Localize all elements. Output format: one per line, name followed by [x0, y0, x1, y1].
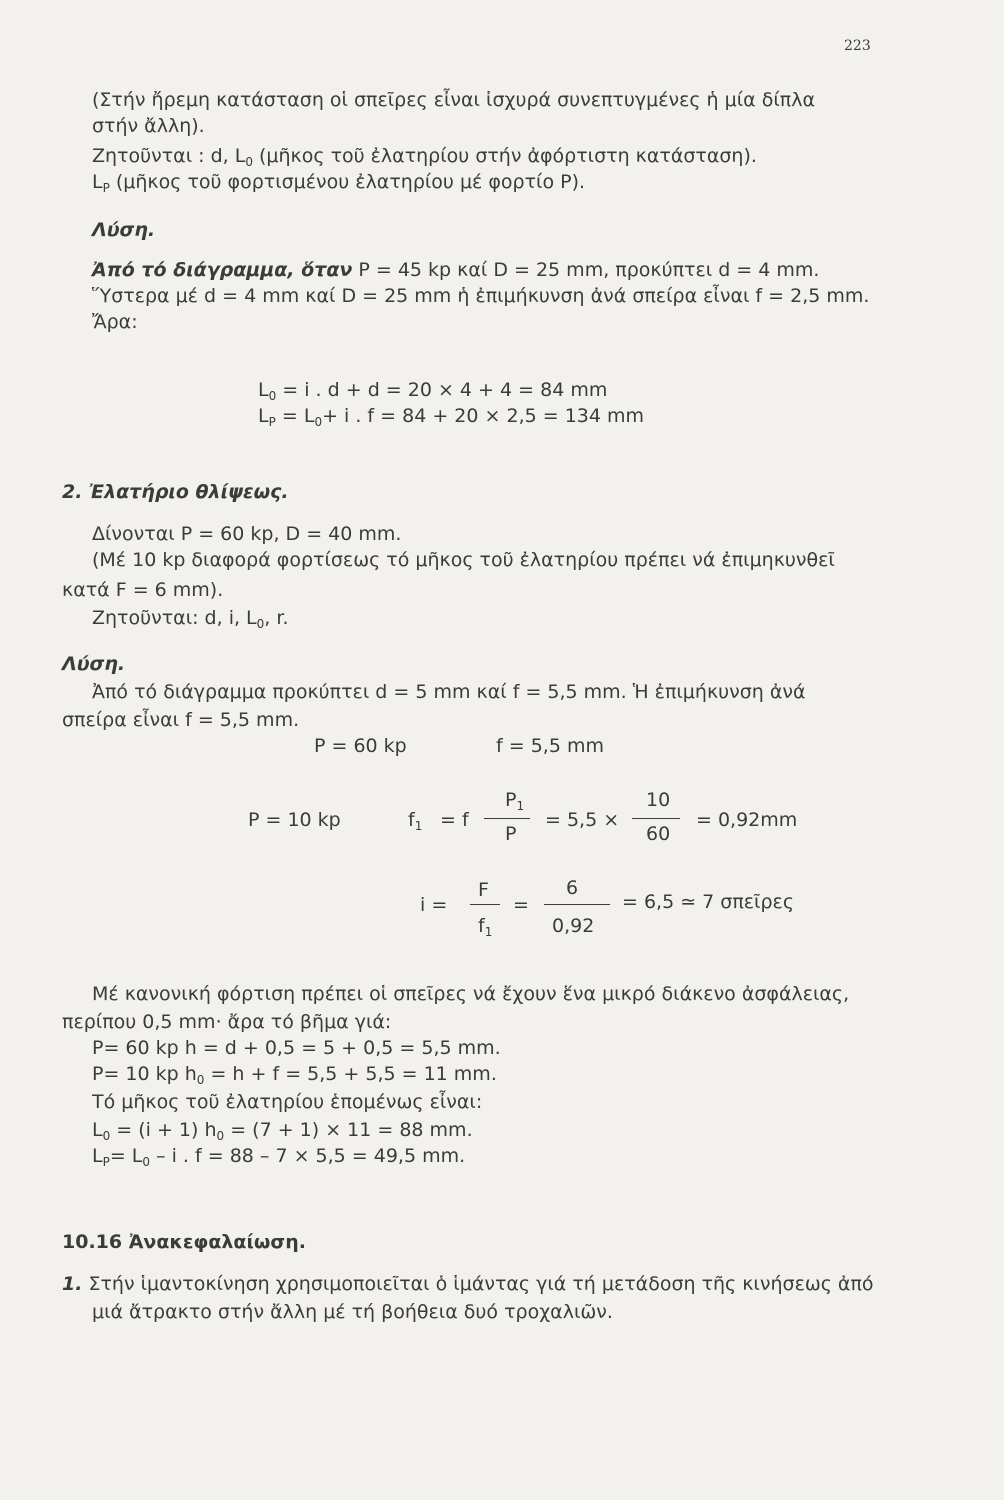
text-line: Μέ κανονική φόρτιση πρέπει οἱ σπεῖρες νά ἔχουν ἕνα μικρό διάκενο ἀσφάλειας, [92, 983, 850, 1005]
text-line: σπείρα εἶναι f = 5,5 mm. [62, 709, 300, 731]
fraction-bar [544, 904, 610, 905]
fraction-denominator: 0,92 [552, 915, 595, 937]
text-line: P= 10 kp $h_0 = h + f = 5,5 + 5,5 = 11$ mm. [92, 1063, 497, 1087]
fraction-bar [484, 818, 530, 819]
page-number: 223 [844, 38, 871, 54]
fraction-denominator: $f_1$ [478, 915, 493, 939]
section-heading: 10.16 Ἀνακεφαλαίωση. [62, 1231, 306, 1253]
text-line: (Στήν ἤρεμη κατάσταση οἱ σπεῖρες εἶναι ἰσχυρά συνεπτυγμένες ἡ μία δίπλα [92, 89, 815, 111]
text-line: Ὕστερα μέ d = 4 mm καί D = 25 mm ἡ ἐπιμήκυνση ἀνά σπείρα εἶναι f = 2,5 mm. [92, 285, 870, 307]
text-line: Ἄρα: [92, 311, 138, 333]
text-line: στήν ἄλλη). [92, 115, 205, 137]
text-line: περίπου 0,5 mm· ἄρα τό βῆμα γιά: [62, 1011, 392, 1033]
fraction-numerator: 6 [566, 877, 579, 899]
equation-term: f = 5,5 mm [496, 735, 604, 757]
equation-term: = [513, 894, 529, 916]
fraction-bar [470, 904, 500, 905]
equation-term: = 5,5 × [545, 809, 620, 831]
text-line: Ἀπό τό διάγραμμα, ὅταν P = 45 kp καί D = 25 mm, προκύπτει d = 4 mm. [92, 259, 820, 281]
equation-term: i = [420, 894, 448, 916]
equation-term: = 0,92mm [696, 809, 798, 831]
text-line: μιά ἄτρακτο στήν ἄλλη μέ τή βοήθεια δυό τροχαλιῶν. [92, 1301, 613, 1323]
text-line: κατά F = 6 mm). [62, 579, 224, 601]
solution-heading: Λύση. [62, 653, 126, 675]
text-line: Ζητοῦνται: d, i, $L_0$, r. [92, 607, 289, 631]
fraction-numerator: $P_1$ [505, 789, 525, 813]
fraction-numerator: 10 [646, 789, 671, 811]
equation-term: P = 60 kp [314, 735, 407, 757]
equation-term: $f_1$ [408, 809, 423, 833]
solution-heading: Λύση. [92, 219, 156, 241]
fraction-numerator: F [478, 879, 489, 901]
text-line: (Μέ 10 kp διαφορά φορτίσεως τό μῆκος τοῦ ἐλατηρίου πρέπει νά ἐπιμηκυνθεῖ [92, 549, 835, 571]
equation-term: = 6,5 ≃ 7 σπεῖρες [622, 891, 794, 913]
equation-line: $L_0 = i$ . d + d = 20 × 4 + 4 = 84 mm [258, 379, 608, 403]
text-line: 1. Στήν ἱμαντοκίνηση χρησιμοποιεῖται ὁ ἱμάντας γιά τή μετάδοση τῆς κινήσεως ἀπό [62, 1273, 874, 1295]
text-line: $L_0 = (i + 1) h_0 = (7 + 1) \times 11 = 88$ mm. [92, 1119, 473, 1143]
equation-term: = f [440, 809, 469, 831]
text-line: $L_P$ (μῆκος τοῦ φορτισμένου ἐλατηρίου μέ φορτίο P). [92, 171, 586, 195]
text-line: Δίνονται P = 60 kp, D = 40 mm. [92, 523, 402, 545]
text-line: $L_P= L_0 - i$ . f = 88 – 7 × 5,5 = 49,5 mm. [92, 1145, 466, 1169]
text-line: Τό μῆκος τοῦ ἐλατηρίου ἑπομένως εἶναι: [92, 1091, 483, 1113]
fraction-denominator: 60 [646, 823, 671, 845]
equation-line: $L_P = L_0+ i$ . f = 84 + 20 × 2,5 = 134 mm [258, 405, 645, 429]
text-line: Ἀπό τό διάγραμμα προκύπτει d = 5 mm καί f = 5,5 mm. Ἡ ἐπιμήκυνση ἀνά [92, 681, 806, 703]
text-line: P= 60 kp h = d + 0,5 = 5 + 0,5 = 5,5 mm. [92, 1037, 501, 1059]
section-heading: 2. Ἐλατήριο θλίψεως. [62, 481, 289, 503]
text-line: Ζητοῦνται : d, $L_0$ (μῆκος τοῦ ἐλατηρίου στήν ἀφόρτιστη κατάσταση). [92, 145, 757, 169]
fraction-denominator: P [505, 823, 517, 845]
fraction-bar [632, 818, 680, 819]
equation-term: P = 10 kp [248, 809, 341, 831]
